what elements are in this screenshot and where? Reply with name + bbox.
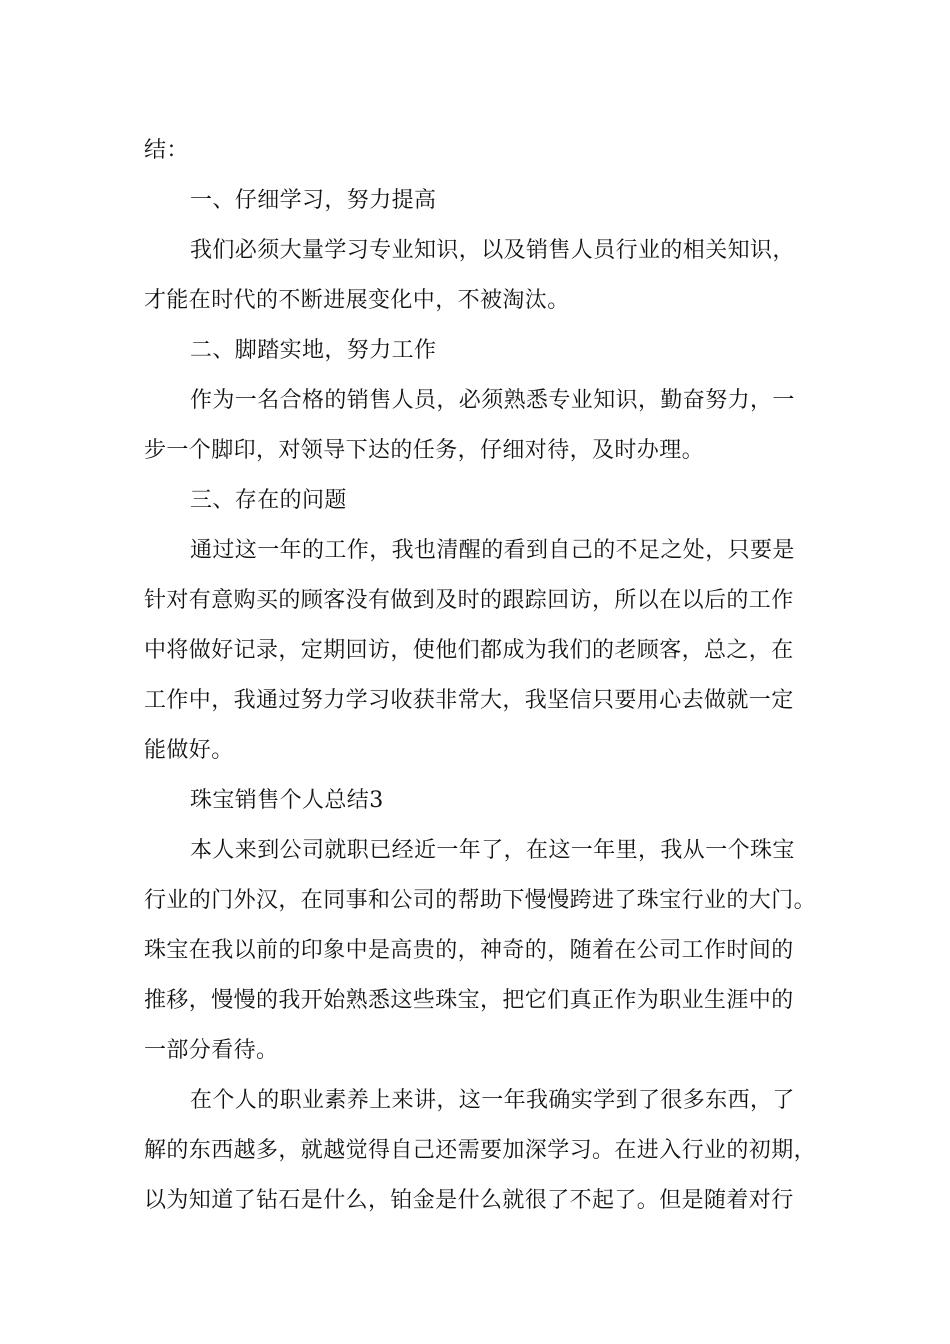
text-line: 工作中，我通过努力学习收获非常大，我坚信只要用心去做就一定 — [144, 688, 794, 713]
text-line: 步一个脚印，对领导下达的任务，仔细对待，及时办理。 — [144, 438, 705, 463]
text-line: 在个人的职业素养上来讲，这一年我确实学到了很多东西，了 — [190, 1088, 795, 1113]
text-line: 结： — [144, 138, 189, 163]
section-heading: 三、存在的问题 — [190, 488, 347, 513]
text-line: 本人来到公司就职已经近一年了，在这一年里，我从一个珠宝 — [190, 838, 795, 863]
text-line: 通过这一年的工作，我也清醒的看到自己的不足之处，只要是 — [190, 538, 795, 563]
section-heading: 一、仔细学习，努力提高 — [190, 188, 437, 213]
text-line: 行业的门外汉，在同事和公司的帮助下慢慢跨进了珠宝行业的大门。 — [144, 888, 817, 913]
text-line: 中将做好记录，定期回访，使他们都成为我们的老顾客，总之，在 — [144, 638, 794, 663]
text-line: 一部分看待。 — [144, 1038, 279, 1063]
section-title: 珠宝销售个人总结3 — [190, 788, 384, 813]
text-line: 解的东西越多，就越觉得自己还需要加深学习。在进入行业的初期， — [144, 1138, 817, 1163]
text-line: 才能在时代的不断进展变化中，不被淘汰。 — [144, 288, 570, 313]
text-line: 我们必须大量学习专业知识，以及销售人员行业的相关知识， — [190, 238, 795, 263]
text-line: 作为一名合格的销售人员，必须熟悉专业知识，勤奋努力，一 — [190, 388, 795, 413]
text-line: 能做好。 — [144, 738, 234, 763]
text-line: 推移，慢慢的我开始熟悉这些珠宝，把它们真正作为职业生涯中的 — [144, 988, 794, 1013]
text-line: 针对有意购买的顾客没有做到及时的跟踪回访，所以在以后的工作 — [144, 588, 794, 613]
section-heading: 二、脚踏实地，努力工作 — [190, 338, 437, 363]
text-line: 珠宝在我以前的印象中是高贵的，神奇的，随着在公司工作时间的 — [144, 938, 794, 963]
text-line: 以为知道了钻石是什么，铂金是什么就很了不起了。但是随着对行 — [144, 1188, 794, 1213]
